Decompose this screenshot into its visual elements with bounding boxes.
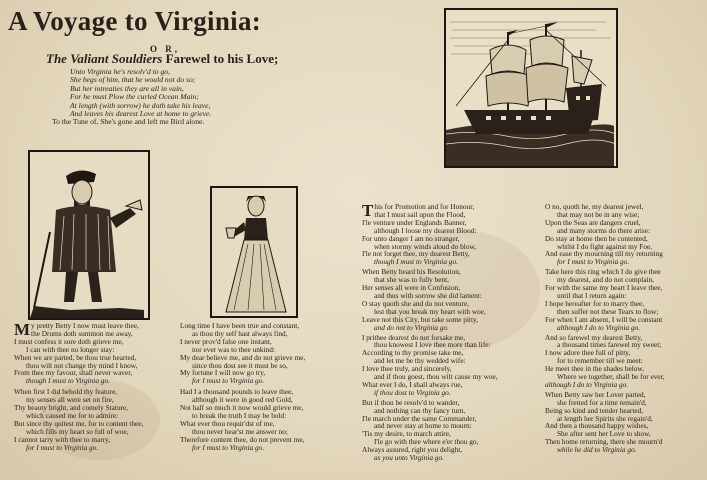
verse-line: My fortune I will now go try, xyxy=(180,368,266,378)
verse-line: and never stay at home to mourn: xyxy=(374,421,472,431)
verse-line: and thus with sorrow she did lament: xyxy=(374,290,482,300)
subtitle-rest: Farewel to his Love; xyxy=(165,51,279,66)
stanza xyxy=(362,399,498,462)
verse-line: 'Tis my desire, to march attire, xyxy=(362,429,451,439)
verse-line: Therefore content thee, do not prevent me, xyxy=(180,434,305,444)
verse-line: I hope hereafter for to marry thee, xyxy=(545,298,645,308)
verse-line: that I must sail upon the Flood, xyxy=(374,209,466,219)
verse-line: Do stay at home then be contented, xyxy=(545,233,648,243)
verse-line: What ever thou requir'dst of me, xyxy=(180,418,275,428)
tune-line: To the Tune of, She's gone and left me Bird alone. xyxy=(52,117,205,127)
verse-line: Take here this ring which I do give thee xyxy=(545,267,661,277)
verse-line: that she was to fully bent, xyxy=(374,275,449,285)
stanza xyxy=(362,268,498,331)
verse-line: though I must to Virginia go. xyxy=(374,257,458,267)
verse-line: and many storms do there arise: xyxy=(557,225,651,235)
verse-line: although I do to Virginia go. xyxy=(545,379,629,389)
verse-column-2 xyxy=(180,322,305,452)
verse-line: for I must to Virginia go. xyxy=(26,442,99,452)
verse-line: When first I did behold thy feature, xyxy=(14,387,118,397)
drop-cap: T xyxy=(362,201,374,220)
verse-line: and if thou goest, thou wilt cause my woe, xyxy=(374,372,498,382)
verse-line: y pretty Betty I now must leave thee, xyxy=(31,321,139,330)
intro-verse xyxy=(52,67,212,127)
verse-line: for I must to Virginia go. xyxy=(192,376,265,386)
verse-line: thou wilt not change thy mind I know, xyxy=(26,360,138,370)
verse-line: nor ever was to thee unkind: xyxy=(192,344,275,354)
lady-woodcut xyxy=(210,186,298,318)
verse-line: while he did to Virginia go. xyxy=(557,445,637,455)
verse-line: He meet thee in the shades below, xyxy=(545,364,645,374)
verse-line: as you unto Virginia go. xyxy=(374,453,444,463)
verse-line: if thou dost to Virginia go. xyxy=(374,387,451,397)
verse-line: until that I return again: xyxy=(557,290,627,300)
verse-line: She after sent her Love to show, xyxy=(557,429,651,439)
verse-line: I'le go with thee where e'er thou go, xyxy=(374,437,479,447)
verse-line: my senses all were set on fire, xyxy=(26,395,114,405)
verse-line: Not half so much it now would grieve me, xyxy=(180,403,304,413)
verse-line: although I do to Virginia go. xyxy=(557,322,641,332)
verse-line: the Drums doth summon me away, xyxy=(31,328,133,338)
verse-line: When Betty saw her Lover parted, xyxy=(545,389,646,399)
verse-line: when stormy winds aloud do blow, xyxy=(374,241,477,251)
verse-line: Her senses all were in Confusion, xyxy=(362,283,461,293)
verse-line: as thou thy self hast always find, xyxy=(192,328,288,338)
verse-column-3 xyxy=(362,203,498,462)
verse-line: O no, quoth he, my dearest jewel, xyxy=(545,202,644,211)
verse-line: for I must to Virginia go. xyxy=(557,257,630,267)
verse-line: Being so kind and tender hearted, xyxy=(545,405,644,415)
verse-line: which fills my heart so full of woe, xyxy=(26,426,129,436)
drop-cap: M xyxy=(14,320,31,339)
verse-line: since thou dost see it must be so, xyxy=(192,360,288,370)
verse-line: Upon the Seas are dangers cruel, xyxy=(545,217,641,227)
soldier-woodcut xyxy=(28,150,150,320)
verse-line: And ease thy mourning till my returning xyxy=(545,249,663,259)
verse-line: I cannot tarry with thee to marry, xyxy=(14,434,111,444)
stanza xyxy=(545,203,665,266)
verse-line: For when I am absent, I will be constant xyxy=(545,314,663,324)
verse-line: What ever I do, I shall always rue, xyxy=(362,379,463,389)
verse-line: although it were in good red Gold, xyxy=(192,395,293,405)
verse-line: Always assured, right you delight, xyxy=(362,445,463,455)
stanza xyxy=(14,388,143,451)
stanza xyxy=(180,388,305,451)
verse-line: Where we together, shall be for ever, xyxy=(557,372,665,382)
verse-line: When we are parted, be thou true hearted, xyxy=(14,352,137,362)
intro-line: And leaves his dearest Love at home to grieve. xyxy=(70,109,212,119)
verse-line: And so farewel my dearest Betty, xyxy=(545,332,643,342)
verse-line: I must confess it sore doth grieve me, xyxy=(14,336,124,346)
verse-line: I now adore thee full of pitty, xyxy=(545,348,631,358)
verse-line: whilst I do fight against my Foe, xyxy=(557,241,653,251)
verse-line: thou knowest I love thee more than life: xyxy=(374,340,491,350)
verse-line: According to thy promise take me, xyxy=(362,348,464,358)
verse-line: I'le march under the same Commander, xyxy=(362,413,477,423)
verse-line: and let me be thy wedded wife: xyxy=(374,356,466,366)
verse-line: For unto danger I am no stranger, xyxy=(362,233,460,243)
verse-line: thou never hear'st me answer no; xyxy=(192,426,288,436)
verse-line: From thee my favour, shall never waver, xyxy=(14,368,133,378)
ballad-subtitle xyxy=(46,51,278,67)
verse-line: although I loose my dearest Blood: xyxy=(374,225,477,235)
verse-line: that may not be in any wise; xyxy=(557,209,640,219)
verse-line: for to remember till we meet: xyxy=(557,356,643,366)
verse-line: For with the same my heart I leave thee, xyxy=(545,283,663,293)
stanza xyxy=(545,268,665,331)
verse-line: Then home returning, there she mourn'd xyxy=(545,437,663,447)
intro-line: She begs of him, that he would not do so; xyxy=(70,75,196,85)
verse-line: I'le venture under Englands Banner, xyxy=(362,217,467,227)
verse-line: I can with thee no longer stay: xyxy=(26,344,115,354)
subtitle-lead: The Valiant Souldiers xyxy=(46,51,163,66)
verse-line: Thy beauty bright, and comely Stature, xyxy=(14,403,129,413)
verse-column-4 xyxy=(545,203,665,454)
or-divider: O R, xyxy=(150,44,180,54)
verse-line: I'le not forget thee, my dearest Betty, xyxy=(362,249,470,259)
verse-line: his for Promotion and for Honour, xyxy=(374,202,475,211)
verse-line: When Betty heard his Resolution, xyxy=(362,267,461,277)
ballad-title: A Voyage to Virginia: xyxy=(8,6,262,36)
intro-line: Unto Virginia he's resolv'd to go, xyxy=(70,67,170,76)
verse-line: My dear believe me, and do not grieve me, xyxy=(180,352,306,362)
ship-icon xyxy=(446,10,616,166)
lady-icon xyxy=(212,188,296,316)
verse-line: I love thee truly, and sincerely, xyxy=(362,364,452,374)
verse-line: Leave not this City, but take some pitty, xyxy=(362,314,478,324)
verse-line: to break the truth I may be bold: xyxy=(192,410,287,420)
verse-line: she fretted for a time remain'd, xyxy=(557,397,647,407)
stanza xyxy=(545,391,665,454)
verse-line: though I must to Virginia go. xyxy=(26,376,110,386)
verse-line: and nothing can thy fancy turn, xyxy=(374,405,466,415)
verse-line: my dearest, and do not complain, xyxy=(557,275,655,285)
stanza xyxy=(362,334,498,397)
verse-column-1 xyxy=(14,322,143,452)
verse-line: Long time I have been true and constant, xyxy=(180,321,300,330)
verse-line: I prithee dearest do not forsake me, xyxy=(362,332,466,342)
verse-line: Had I a thousand pounds to leave thee, xyxy=(180,387,294,397)
verse-line: But since thy quitest me, for to content thee, xyxy=(14,418,144,428)
verse-line: which caused me for to admire: xyxy=(26,410,119,420)
stanza xyxy=(545,334,665,389)
verse-line: a thousand times farewel my sweet; xyxy=(557,340,662,350)
intro-line: For he must Plow the curled Ocean Main; xyxy=(70,92,199,102)
verse-line: But if thou be resolv'd to wander, xyxy=(362,397,460,407)
verse-line: lest that you break my heart with woe, xyxy=(374,306,486,316)
intro-line: But her intreaties they are all in vain, xyxy=(70,83,184,93)
verse-line: then suffer not these Tears to flow; xyxy=(557,306,659,316)
verse-line: and do not to Virginia go. xyxy=(374,322,449,332)
verse-line: for I must to Virginia go. xyxy=(192,442,265,452)
verse-line: I never prov'd false one instant, xyxy=(180,336,272,346)
ship-woodcut xyxy=(444,8,618,168)
verse-line: at length her Spirits she regain'd, xyxy=(557,413,653,423)
stanza xyxy=(362,203,498,266)
stanza xyxy=(14,322,143,385)
intro-line: At length (with sorrow) he doth take his leave, xyxy=(70,100,211,110)
stanza xyxy=(180,322,305,385)
verse-line: O stay quoth she and do not venture, xyxy=(362,298,470,308)
verse-line: And then a thousand happy wishes, xyxy=(545,421,649,431)
soldier-icon xyxy=(30,152,148,318)
